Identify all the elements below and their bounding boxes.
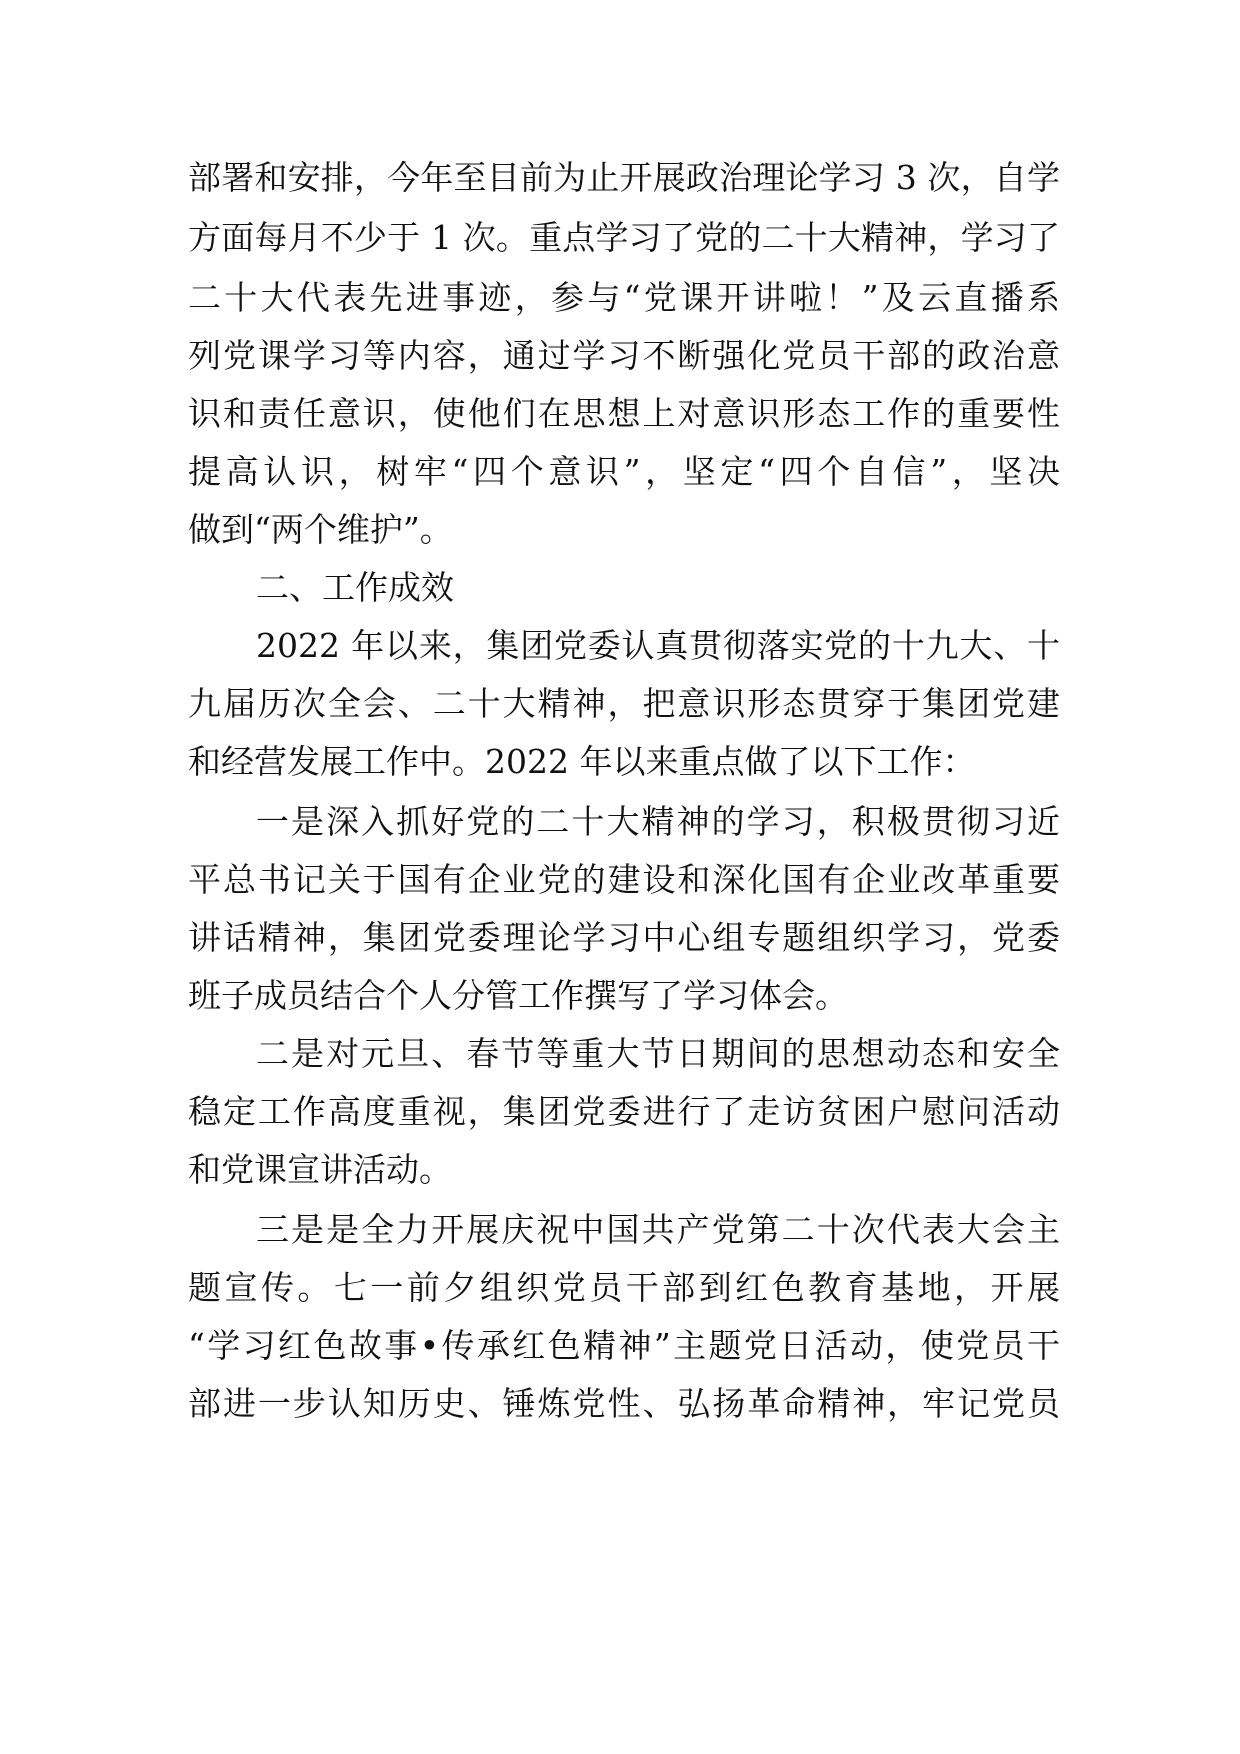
text-line: 讲话精神，集团党委理论学习中心组专题组织学习，党委 xyxy=(188,918,1060,957)
text-line: “学习红色故事•传承红色精神”主题党日活动，使党员干 xyxy=(188,1326,1060,1365)
text-line: 二是对元旦、春节等重大节日期间的思想动态和安全 xyxy=(256,1034,1060,1073)
text-line: 班子成员结合个人分管工作撰写了学习体会。 xyxy=(188,976,848,1015)
text-line: 提高认识，树牢“四个意识”，坚定“四个自信”，坚决 xyxy=(188,452,1060,491)
text-line: 部署和安排，今年至目前为止开展政治理论学习 3 次，自学 xyxy=(188,158,1060,197)
text-line: 识和责任意识，使他们在思想上对意识形态工作的重要性 xyxy=(188,394,1060,433)
text-line: 2022 年以来，集团党委认真贯彻落实党的十九大、十 xyxy=(256,626,1060,665)
section-heading: 二、工作成效 xyxy=(256,568,454,607)
text-line: 做到“两个维护”。 xyxy=(188,510,453,549)
text-line: 题宣传。七一前夕组织党员干部到红色教育基地，开展 xyxy=(188,1268,1060,1307)
text-line: 平总书记关于国有企业党的建设和深化国有企业改革重要 xyxy=(188,860,1060,899)
text-line: 三是是全力开展庆祝中国共产党第二十次代表大会主 xyxy=(256,1210,1060,1249)
text-line: 和经营发展工作中。2022 年以来重点做了以下工作： xyxy=(188,742,976,781)
text-line: 列党课学习等内容，通过学习不断强化党员干部的政治意 xyxy=(188,336,1060,375)
text-line: 部进一步认知历史、锤炼党性、弘扬革命精神，牢记党员 xyxy=(188,1384,1060,1423)
text-line: 一是深入抓好党的二十大精神的学习，积极贯彻习近 xyxy=(256,802,1060,841)
text-line: 和党课宣讲活动。 xyxy=(188,1150,452,1189)
text-line: 方面每月不少于 1 次。重点学习了党的二十大精神，学习了 xyxy=(188,218,1060,257)
text-line: 二十大代表先进事迹，参与“党课开讲啦！”及云直播系 xyxy=(188,278,1060,317)
text-line: 九届历次全会、二十大精神，把意识形态贯穿于集团党建 xyxy=(188,684,1060,723)
text-line: 稳定工作高度重视，集团党委进行了走访贫困户慰问活动 xyxy=(188,1092,1060,1131)
